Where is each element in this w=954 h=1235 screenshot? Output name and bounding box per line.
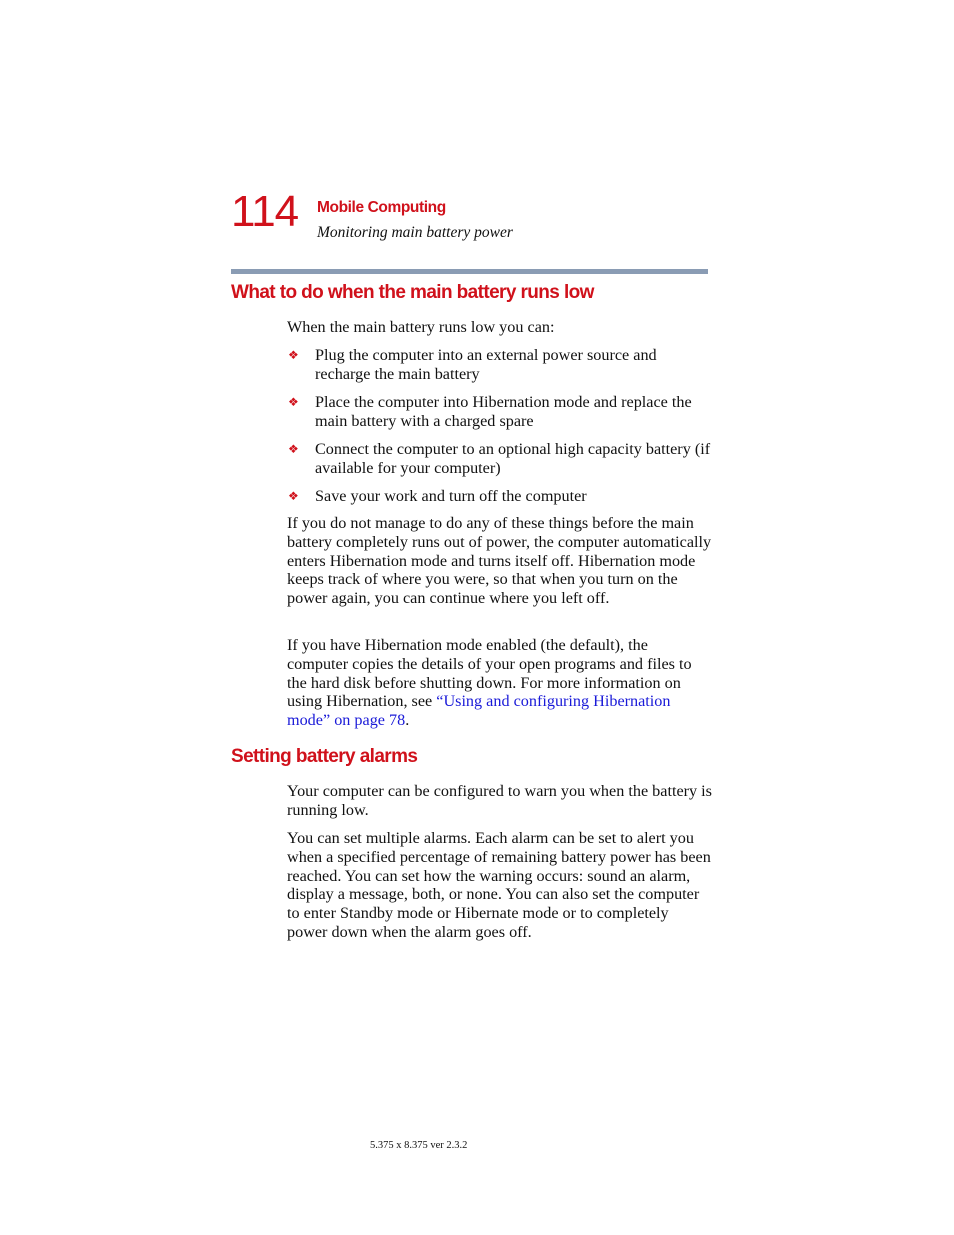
list-item [287,393,712,431]
list-item-text: Place the computer into Hibernation mode and replace the main battery with a charged spare [315,392,692,430]
list-item-text: Connect the computer to an optional high capacity battery (if available for your computer) [315,439,711,477]
page-number: 114 [231,187,299,236]
list-item [287,440,712,478]
list-item [287,487,712,506]
diamond-bullet-icon: ❖ [288,394,299,409]
list-item-text: Save your work and turn off the computer [315,486,587,505]
diamond-bullet-icon: ❖ [288,441,299,456]
alarms-intro-paragraph: Your computer can be configured to warn you when the battery is running low. [287,782,712,819]
hibernation-info-paragraph [287,636,712,730]
diamond-bullet-icon: ❖ [288,348,299,362]
intro-paragraph: When the main battery runs low you can: [287,318,555,336]
hibernation-paragraph: If you do not manage to do any of these things before the main battery completely runs out of power, the computer automatically enters Hibernation mode and turns itself off. Hibernation mode keeps track of where you were, so that when you turn on the power again, you can continue where you left off. [287,514,712,608]
alarms-detail-paragraph: You can set multiple alarms. Each alarm can be set to alert you when a specified percentage of remaining battery power has been reached. You can set how the warning occurs: sound an alarm, display a message, both, or none. You can also set the computer to enter Standby mode or Hibernate mode or to completely power down when the alarm goes off. [287,829,711,941]
list-item-text: Plug the computer into an external power source and recharge the main battery [315,346,657,383]
header-rule [231,269,708,274]
bullet-list [287,346,712,515]
heading-battery-low: What to do when the main battery runs low [231,282,594,303]
heading-battery-alarms: Setting battery alarms [231,746,418,767]
section-subtitle: Monitoring main battery power [317,224,513,241]
chapter-title: Mobile Computing [317,199,446,216]
footer-version: 5.375 x 8.375 ver 2.3.2 [370,1140,468,1151]
diamond-bullet-icon: ❖ [288,488,299,503]
list-item [287,346,712,384]
paragraph-text: If you have Hibernation mode enabled (the default), the computer copies the details of your open programs and files to the hard disk before shutting down. For more information on using Hibernation, see [287,636,692,711]
hibernation-link[interactable]: “Using and configuring Hibernation mode” on page 78 [287,692,671,730]
paragraph-text-end: . [405,711,410,730]
